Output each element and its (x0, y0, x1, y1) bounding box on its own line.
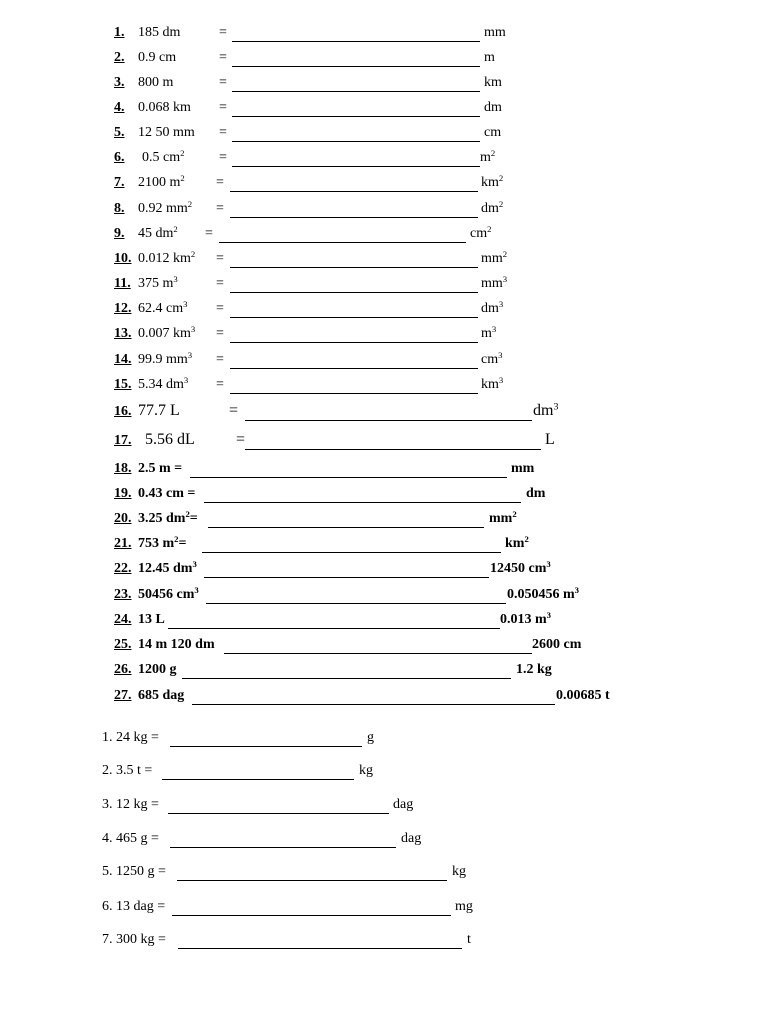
answer-blank (202, 552, 501, 553)
question-text: 7. 300 kg = (102, 932, 166, 947)
question-number: 25. (114, 637, 132, 652)
equals-sign: = (216, 326, 224, 341)
superscript: 2 (498, 173, 504, 184)
question-number: 12. (114, 301, 132, 316)
equals-sign: = (216, 276, 224, 291)
question-row (0, 731, 768, 749)
question-quantity: 12.45 $dm^3$ (138, 559, 197, 576)
question-quantity: 0.9 cm (138, 50, 177, 65)
equals-sign: = (219, 50, 227, 65)
question-quantity: 3.25 $dm^2=$ (138, 509, 198, 526)
answer-blank (230, 368, 478, 369)
target-unit: km (484, 75, 502, 90)
question-row (0, 534, 768, 555)
target-unit: 1.2 kg (516, 662, 552, 677)
question-quantity: 0.92 $mm^2$ (138, 199, 193, 216)
question-row (0, 299, 768, 320)
target-unit: 12450 $cm^3$ (490, 559, 551, 576)
answer-blank (230, 317, 478, 318)
answer-blank (245, 420, 532, 421)
answer-blank (219, 242, 466, 243)
answer-blank (232, 141, 480, 142)
question-number: 14. (114, 352, 132, 367)
superscript: 2 (498, 199, 504, 210)
target-unit: $km^2$ (481, 173, 504, 190)
question-row (0, 638, 768, 656)
question-quantity: 185 dm (138, 25, 181, 40)
equals-sign: = (205, 226, 213, 241)
target-unit: mm (484, 25, 506, 40)
answer-blank (230, 267, 478, 268)
equals-sign: = (219, 125, 227, 140)
question-quantity: 0.012 $km^2$ (138, 249, 196, 266)
answer-blank (204, 502, 521, 503)
superscript: 2 (174, 534, 179, 545)
question-number: 15. (114, 377, 132, 392)
question-number: 6. (114, 150, 125, 165)
superscript: 2 (502, 249, 508, 260)
superscript: 2 (490, 148, 496, 159)
superscript: 2 (173, 224, 178, 235)
superscript: 3 (173, 274, 178, 285)
superscript: 3 (183, 299, 188, 310)
question-number: 26. (114, 662, 132, 677)
target-unit: $mm^2$ (489, 509, 517, 526)
superscript: 3 (546, 559, 551, 570)
question-row (0, 764, 768, 782)
question-quantity: 2.5 m = (138, 461, 183, 476)
question-number: 20. (114, 511, 132, 526)
superscript: 3 (546, 610, 552, 621)
question-row (0, 274, 768, 295)
equals-sign: = (216, 251, 224, 266)
target-unit: $dm^2$ (481, 199, 504, 216)
question-number: 9. (114, 226, 125, 241)
question-text: 3. 12 kg = (102, 797, 159, 812)
question-text: 6. 13 dag = (102, 899, 166, 914)
answer-blank (232, 66, 480, 67)
question-row (0, 487, 768, 505)
question-row (0, 865, 768, 883)
answer-blank (208, 527, 484, 528)
question-number: 2. (114, 50, 125, 65)
target-unit: 0.013 $m^3$ (500, 610, 552, 627)
question-number: 24. (114, 612, 132, 627)
superscript: 3 (498, 375, 504, 386)
question-quantity: 685 dag (138, 688, 185, 703)
question-quantity: 0.007 $km^3$ (138, 324, 196, 341)
answer-blank (245, 449, 541, 450)
target-unit: $dm^3$ (533, 401, 559, 419)
question-number: 5. (114, 125, 125, 140)
superscript: 2 (185, 509, 190, 520)
equals-sign: = (219, 150, 227, 165)
question-row (0, 76, 768, 94)
question-quantity: 5.56 dL (145, 431, 195, 448)
question-row (0, 900, 768, 918)
equals-sign: = (216, 301, 224, 316)
superscript: 3 (192, 559, 197, 570)
target-unit: $km^2$ (505, 534, 529, 551)
question-row (0, 509, 768, 530)
superscript: 3 (194, 585, 199, 596)
question-number: 17. (114, 433, 132, 448)
answer-blank (232, 91, 480, 92)
question-quantity: 0.5 $cm^2$ (142, 148, 185, 165)
question-text: 2. 3.5 t = (102, 763, 153, 778)
question-row (0, 462, 768, 480)
question-text: 5. 1250 g = (102, 864, 166, 879)
question-quantity: 0.43 cm = (138, 486, 196, 501)
superscript: 3 (502, 274, 508, 285)
question-number: 4. (114, 100, 125, 115)
question-row (0, 689, 768, 707)
equals-sign: = (216, 352, 224, 367)
question-number: 23. (114, 587, 132, 602)
question-row (0, 51, 768, 69)
question-number: 13. (114, 326, 132, 341)
target-unit: kg (452, 864, 466, 879)
superscript: 3 (553, 401, 559, 413)
target-unit: dag (393, 797, 414, 812)
target-unit: dm (484, 100, 502, 115)
equals-sign: = (216, 377, 224, 392)
question-row (0, 663, 768, 681)
answer-blank (170, 746, 362, 747)
answer-blank (172, 915, 451, 916)
equals-sign: = (219, 25, 227, 40)
question-quantity: 375 $m^3$ (138, 274, 178, 291)
target-unit: 0.00685 t (556, 688, 610, 703)
target-unit: t (467, 932, 471, 947)
question-quantity: 14 m 120 dm (138, 637, 215, 652)
target-unit: dm (526, 486, 546, 501)
answer-blank (232, 166, 480, 167)
question-row (0, 224, 768, 245)
superscript: 3 (498, 299, 504, 310)
question-row (0, 199, 768, 220)
superscript: 2 (180, 173, 185, 184)
question-quantity: 45 $dm^2$ (138, 224, 178, 241)
answer-blank (162, 779, 354, 780)
target-unit: $m^3$ (481, 324, 497, 341)
superscript: 2 (487, 224, 492, 235)
question-row (0, 324, 768, 345)
target-unit: m (484, 50, 495, 65)
question-row (0, 350, 768, 371)
answer-blank (168, 628, 500, 629)
question-number: 10. (114, 251, 132, 266)
target-unit: g (367, 730, 374, 745)
question-number: 8. (114, 201, 125, 216)
question-row (0, 126, 768, 144)
target-unit: cm (484, 125, 502, 140)
target-unit: L (545, 431, 555, 448)
question-quantity: 1200 g (138, 662, 177, 677)
question-row (0, 933, 768, 951)
superscript: 3 (187, 350, 193, 361)
target-unit: 2600 cm (532, 637, 582, 652)
superscript: 2 (187, 199, 193, 210)
answer-blank (232, 41, 480, 42)
question-quantity: 753 $m^2=$ (138, 534, 187, 551)
question-number: 22. (114, 561, 132, 576)
question-number: 18. (114, 461, 132, 476)
answer-blank (182, 678, 511, 679)
equals-sign: = (229, 402, 239, 419)
question-row (0, 432, 768, 452)
question-quantity: 800 m (138, 75, 174, 90)
target-unit: mm (511, 461, 535, 476)
equals-sign: = (236, 431, 246, 448)
answer-blank (170, 847, 396, 848)
answer-blank (224, 653, 532, 654)
question-quantity: 13 L (138, 612, 165, 627)
question-quantity: 77.7 L (138, 402, 180, 419)
question-row (0, 798, 768, 816)
superscript: 3 (183, 375, 189, 386)
superscript: 2 (190, 249, 196, 260)
question-number: 11. (114, 276, 131, 291)
superscript: 3 (190, 324, 196, 335)
answer-blank (230, 191, 478, 192)
answer-blank (192, 704, 555, 705)
answer-blank (206, 603, 506, 604)
target-unit: mg (455, 899, 473, 914)
question-quantity: 2100 $m^2$ (138, 173, 185, 190)
question-row (0, 585, 768, 606)
question-quantity: 50456 $cm^3$ (138, 585, 199, 602)
superscript: 2 (524, 534, 529, 545)
question-row (0, 148, 768, 169)
equals-sign: = (216, 201, 224, 216)
question-quantity: 99.9 $mm^3$ (138, 350, 193, 367)
question-number: 7. (114, 175, 125, 190)
question-quantity: 12 50 mm (138, 125, 195, 140)
question-row (0, 173, 768, 194)
question-row (0, 26, 768, 44)
question-text: 1. 24 kg = (102, 730, 159, 745)
equals-sign: = (219, 75, 227, 90)
question-row (0, 101, 768, 119)
superscript: 2 (512, 509, 517, 520)
superscript: 2 (180, 148, 185, 159)
question-number: 3. (114, 75, 125, 90)
target-unit: $cm^2$ (470, 224, 492, 241)
answer-blank (232, 116, 480, 117)
target-unit: $m^2$ (480, 148, 496, 165)
question-row (0, 832, 768, 850)
question-row (0, 249, 768, 270)
question-number: 19. (114, 486, 132, 501)
question-quantity: 0.068 km (138, 100, 191, 115)
target-unit: kg (359, 763, 373, 778)
question-row (0, 375, 768, 396)
superscript: 3 (498, 350, 503, 361)
equals-sign: = (219, 100, 227, 115)
question-quantity: 5.34 $dm^3$ (138, 375, 189, 392)
question-quantity: 62.4 $cm^3$ (138, 299, 188, 316)
answer-blank (177, 880, 447, 881)
question-row (0, 610, 768, 631)
answer-blank (178, 948, 462, 949)
equals-sign: = (216, 175, 224, 190)
question-number: 27. (114, 688, 132, 703)
answer-blank (230, 292, 478, 293)
question-number: 1. (114, 25, 125, 40)
target-unit: $mm^3$ (481, 274, 508, 291)
answer-blank (230, 217, 478, 218)
answer-blank (168, 813, 389, 814)
superscript: 3 (574, 585, 580, 596)
question-row (0, 403, 768, 423)
question-number: 16. (114, 404, 132, 419)
target-unit: $dm^3$ (481, 299, 504, 316)
superscript: 3 (491, 324, 497, 335)
question-number: 21. (114, 536, 132, 551)
target-unit: $cm^3$ (481, 350, 503, 367)
target-unit: 0.050456 $m^3$ (507, 585, 580, 602)
answer-blank (190, 477, 507, 478)
answer-blank (230, 393, 478, 394)
target-unit: dag (401, 831, 422, 846)
question-row (0, 559, 768, 580)
question-text: 4. 465 g = (102, 831, 159, 846)
answer-blank (230, 342, 478, 343)
target-unit: $km^3$ (481, 375, 504, 392)
target-unit: $mm^2$ (481, 249, 508, 266)
answer-blank (204, 577, 489, 578)
